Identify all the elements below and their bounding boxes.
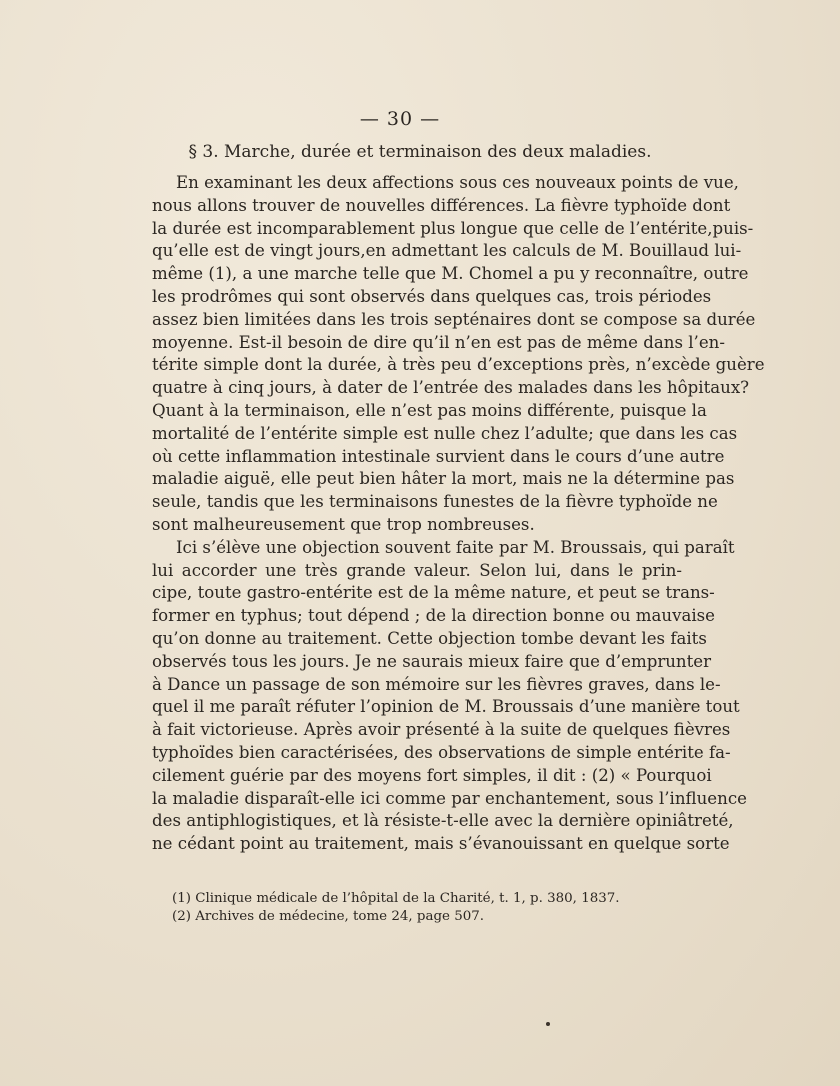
text-line: qu’on donne au traitement. Cette objection tombe devant les faits	[152, 628, 707, 648]
text-line: moyenne. Est-il besoin de dire qu’il n’en est pas de même dans l’en-	[152, 332, 725, 352]
text-line: les prodrômes qui sont observés dans quelques cas, trois périodes	[152, 286, 712, 306]
text-line: Quant à la terminaison, elle n’est pas moins différente, puisque la	[152, 400, 707, 420]
text-line: maladie aiguë, elle peut bien hâter la mort, mais ne la détermine pas	[152, 469, 735, 489]
ink-speck	[546, 1022, 550, 1026]
text-line: observés tous les jours. Je ne saurais mieux faire que d’emprunter	[152, 651, 712, 671]
text-line: ne cédant point au traitement, mais s’évanouissant en quelque sorte	[152, 834, 730, 854]
text-line: En examinant les deux affections sous ces nouveaux points de vue,	[176, 173, 739, 192]
text-line: quel il me paraît réfuter l’opinion de M. Broussais d’une manière tout	[152, 697, 740, 717]
text-line: cipe, toute gastro-entérite est de la même nature, et peut se trans-	[152, 583, 715, 603]
text-line: cilement guérie par des moyens fort simples, il dit : (2) « Pourquoi	[152, 765, 712, 785]
page-number: — 30 —	[359, 108, 441, 130]
text-line: quatre à cinq jours, à dater de l’entrée des malades dans les hôpitaux?	[152, 378, 750, 398]
text-line: térite simple dont la durée, à très peu d’exceptions près, n’excède guère	[152, 355, 765, 375]
text-line: nous allons trouver de nouvelles différences. La fièvre typhoïde dont	[152, 195, 731, 215]
text-line: seule, tandis que les terminaisons funestes de la fièvre typhoïde ne	[152, 492, 718, 512]
text-line: lui accorder une très grande valeur. Selon lui, dans le prin-	[152, 560, 682, 580]
text-line: Ici s’élève une objection souvent faite par M. Broussais, qui paraît	[176, 537, 735, 557]
text-line: où cette inflammation intestinale survient dans le cours d’une autre	[152, 446, 725, 466]
body-text	[152, 172, 765, 856]
text-line: qu’elle est de vingt jours,en admettant les calculs de M. Bouillaud lui-	[152, 241, 742, 261]
section-title: § 3. Marche, durée et terminaison des deux maladies.	[188, 142, 652, 162]
text-line: typhoïdes bien caractérisées, des observations de simple entérite fa-	[152, 742, 731, 762]
text-line: à Dance un passage de son mémoire sur les fièvres graves, dans le-	[152, 674, 721, 694]
footnotes	[172, 890, 692, 926]
text-line: même (1), a une marche telle que M. Chomel a pu y reconnaître, outre	[152, 264, 749, 284]
text-line: assez bien limitées dans les trois septénaires dont se compose sa durée	[152, 309, 756, 329]
text-line: former en typhus; tout dépend ; de la direction bonne ou mauvaise	[152, 606, 716, 626]
footnote: (1) Clinique médicale de l’hôpital de la Charité, t. 1, p. 380, 1837.	[172, 891, 620, 906]
footnote: (2) Archives de médecine, tome 24, page 507.	[172, 909, 485, 924]
text-line: la durée est incomparablement plus longue que celle de l’entérite,puis-	[152, 218, 754, 238]
text-line: à fait victorieuse. Après avoir présenté à la suite de quelques fièvres	[152, 720, 731, 740]
text-line: mortalité de l’entérite simple est nulle chez l’adulte; que dans les cas	[152, 423, 738, 443]
text-line: la maladie disparaît-elle ici comme par enchantement, sous l’influence	[152, 788, 747, 808]
text-line: des antiphlogistiques, et là résiste-t-elle avec la dernière opiniâtreté,	[152, 811, 734, 831]
text-line: sont malheureusement que trop nombreuses.	[152, 514, 535, 534]
